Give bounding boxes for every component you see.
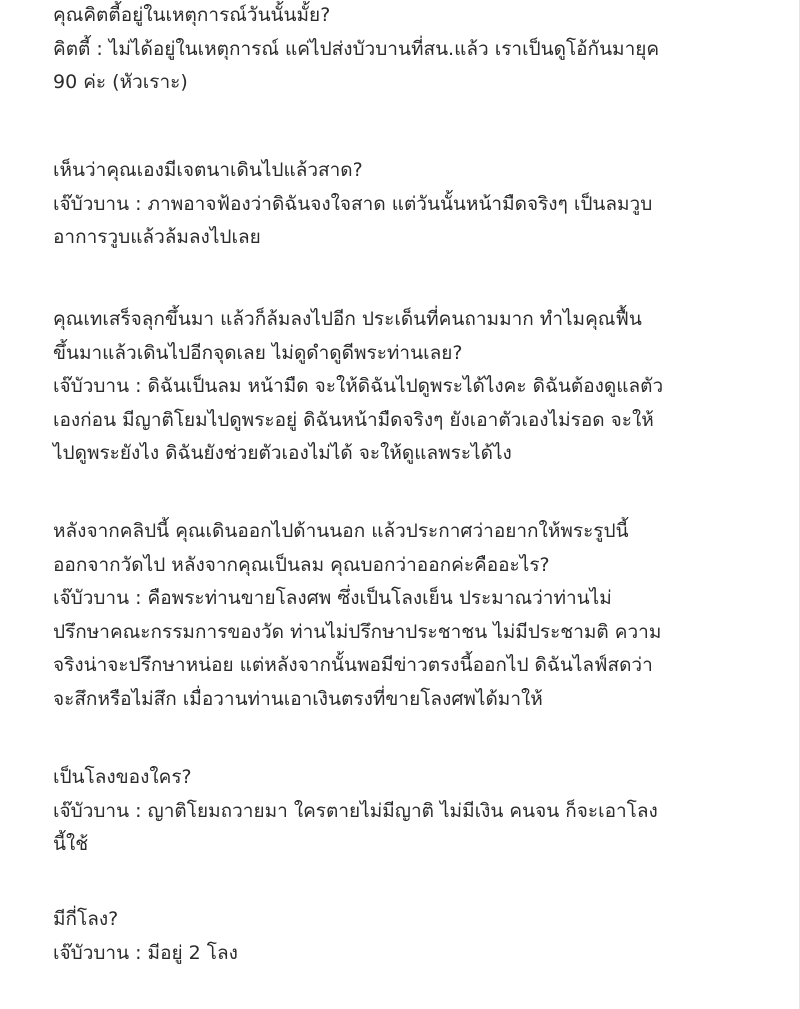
qa-block — [53, 761, 658, 862]
answer-line: จะสึกหรือไม่สึก เมื่อวานท่านเอาเงินตรงที่ขายโลงศพได้มาให้ — [53, 687, 543, 710]
answer-line: ปรึกษาคณะกรรมการของวัด ท่านไม่ปรึกษาประชาชน ไม่มีประชามติ ความ — [53, 620, 662, 643]
question-line: ขึ้นมาแล้วเดินไปอีกจุดเลย ไม่ดูดำดูดีพระท่านเลย? — [53, 341, 463, 364]
answer-line: เจ๊บัวบาน : ดิฉันเป็นลม หน้ามืด จะให้ดิฉันไปดูพระได้ไงคะ ดิฉันต้องดูแลตัว — [53, 375, 664, 397]
qa-block — [53, 0, 659, 100]
question-line: มีกี่โลง? — [53, 908, 119, 930]
qa-block — [53, 903, 238, 970]
question-line: คุณเทเสร็จลุกขึ้นมา แล้วก็ล้มลงไปอีก ประเด็นที่คนถามมาก ทำไมคุณฟื้น — [53, 308, 642, 330]
answer-line: ไปดูพระยังไง ดิฉันยังช่วยตัวเองไม่ได้ จะให้ดูแลพระได้ไง — [53, 442, 512, 464]
answer-line: คิตตี้ : ไม่ได้อยู่ในเหตุการณ์ แค่ไปส่งบัวบานที่สน.แล้ว เราเป็นดูโอ้กันมายุค — [53, 37, 660, 60]
answer-line: เจ๊บัวบาน : ภาพอาจฟ้องว่าดิฉันจงใจสาด แต่วันนั้นหน้ามืดจริงๆ เป็นลมวูบ — [53, 192, 653, 215]
question-line: เห็นว่าคุณเองมีเจตนาเดินไปแล้วสาด? — [53, 159, 363, 181]
qa-block — [53, 154, 652, 255]
answer-line: จริงน่าจะปรึกษาหน่อย แต่หลังจากนั้นพอมีข่าวตรงนี้ออกไป ดิฉันไลฟ์สดว่า — [53, 654, 653, 676]
question-line: ออกจากวัดไป หลังจากคุณเป็นลม คุณบอกว่าออกค่ะคืออะไร? — [53, 553, 550, 576]
answer-line: เองก่อน มีญาติโยมไปดูพระอยู่ ดิฉันหน้ามืดจริงๆ ยังเอาตัวเองไม่รอด จะให้ — [53, 408, 654, 431]
answer-line: นี้ใช้ — [53, 833, 89, 855]
answer-line: เจ๊บัวบาน : ญาติโยมถวายมา ใครตายไม่มีญาติ ไม่มีเงิน คนจน ก็จะเอาโลง — [53, 799, 658, 822]
qa-block — [53, 303, 663, 471]
question-line: หลังจากคลิปนี้ คุณเดินออกไปด้านนอก แล้วประกาศว่าอยากให้พระรูปนี้ — [53, 520, 629, 542]
qa-block — [53, 515, 661, 716]
answer-line: อาการวูบแล้วล้มลงไปเลย — [53, 226, 261, 248]
question-line: เป็นโลงของใคร? — [53, 766, 192, 788]
answer-line: 90 ค่ะ (หัวเราะ) — [53, 71, 188, 93]
question-line: คุณคิตตี้อยู่ในเหตุการณ์วันนั้นมั้ย? — [53, 4, 331, 26]
answer-line: เจ๊บัวบาน : คือพระท่านขายโลงศพ ซึ่งเป็นโลงเย็น ประมาณว่าท่านไม่ — [53, 587, 612, 609]
answer-line: เจ๊บัวบาน : มีอยู่ 2 โลง — [53, 941, 238, 964]
